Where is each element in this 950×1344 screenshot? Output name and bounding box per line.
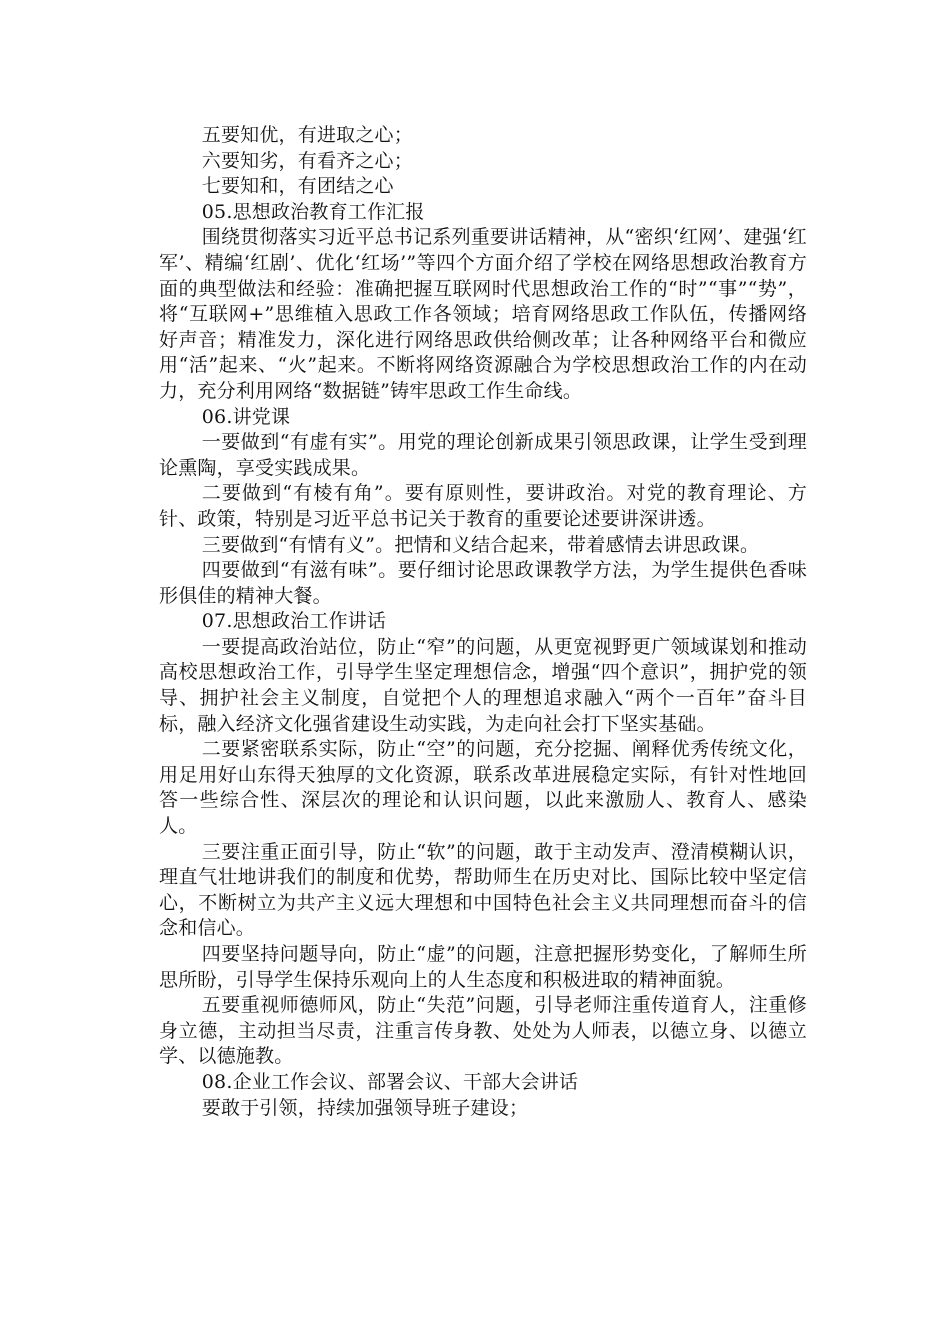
section-06-paragraph-2: 二要做到“有棱有角”。要有原则性，要讲政治。对党的教育理论、方针、政策，特别是习近平总书记关于教育的重要论述要讲深讲透。 <box>159 482 807 530</box>
section-07-paragraph-4: 四要坚持问题导向，防止“虚”的问题，注意把握形势变化，了解师生所思所盼，引导学生保持乐观向上的人生态度和积极进取的精神面貌。 <box>159 943 807 991</box>
section-heading-06: 06.讲党课 <box>201 405 291 428</box>
list-item-six: 六要知劣，有看齐之心； <box>201 149 413 172</box>
section-06-paragraph-1: 一要做到“有虚有实”。用党的理论创新成果引领思政课，让学生受到理论熏陶，享受实践成果。 <box>159 431 807 479</box>
section-06-paragraph-3: 三要做到“有情有义”。把情和义结合起来，带着感情去讲思政课。 <box>201 533 760 556</box>
section-07-paragraph-5: 五要重视师德师风，防止“失范”问题，引导老师注重传道育人，注重修身立德，主动担当尽责，注重言传身教、处处为人师表，以德立身、以德立学、以德施教。 <box>159 994 807 1068</box>
section-07-paragraph-1: 一要提高政治站位，防止“窄”的问题，从更宽视野更广领域谋划和推动高校思想政治工作，引导学生坚定理想信念，增强“四个意识”，拥护党的领导、拥护社会主义制度，自觉把个人的理想追求融入“两个一百年”奋斗目标，融入经济文化强省建设生动实践，为走向社会打下坚实基础。 <box>159 635 807 735</box>
section-07-paragraph-3: 三要注重正面引导，防止“软”的问题，敢于主动发声、澄清模糊认识，理直气壮地讲我们的制度和优势，帮助师生在历史对比、国际比较中坚定信心，不断树立为共产主义远大理想和中国特色社会主义共同理想而奋斗的信念和信心。 <box>159 840 807 940</box>
section-05-paragraph: 围绕贯彻落实习近平总书记系列重要讲话精神，从“密织‘红网’、建强‘红军’、精编‘红剧’、优化‘红场’”等四个方面介绍了学校在网络思想政治教育方面的典型做法和经验：准确把握互联网时代思想政治工作的“时”“事”“势”，将“互联网+”思维植入思政工作各领域；培育网络思政工作队伍，传播网络好声音；精准发力，深化进行网络思政供给侧改革；让各种网络平台和微应用“活”起来、“火”起来。不断将网络资源融合为学校思想政治工作的内在动力，充分利用网络“数据链”铸牢思政工作生命线。 <box>159 226 807 402</box>
section-heading-05: 05.思想政治教育工作汇报 <box>201 200 425 223</box>
section-06-paragraph-4: 四要做到“有滋有味”。要仔细讨论思政课教学方法，为学生提供色香味形俱佳的精神大餐。 <box>159 559 807 607</box>
section-heading-08: 08.企业工作会议、部署会议、干部大会讲话 <box>201 1070 579 1093</box>
section-07-paragraph-2: 二要紧密联系实际，防止“空”的问题，充分挖掘、阐释优秀传统文化，用足用好山东得天独厚的文化资源，联系改革进展稳定实际，有针对性地回答一些综合性、深层次的理论和认识问题，以此来激励人、教育人、感染人。 <box>159 738 807 838</box>
document-body <box>159 123 807 1121</box>
list-item-seven: 七要知和，有团结之心 <box>201 175 394 198</box>
list-item-five: 五要知优，有进取之心； <box>201 124 413 146</box>
section-heading-07: 07.思想政治工作讲话 <box>201 610 387 633</box>
section-08-paragraph-1: 要敢于引领，持续加强领导班子建设； <box>201 1096 529 1119</box>
